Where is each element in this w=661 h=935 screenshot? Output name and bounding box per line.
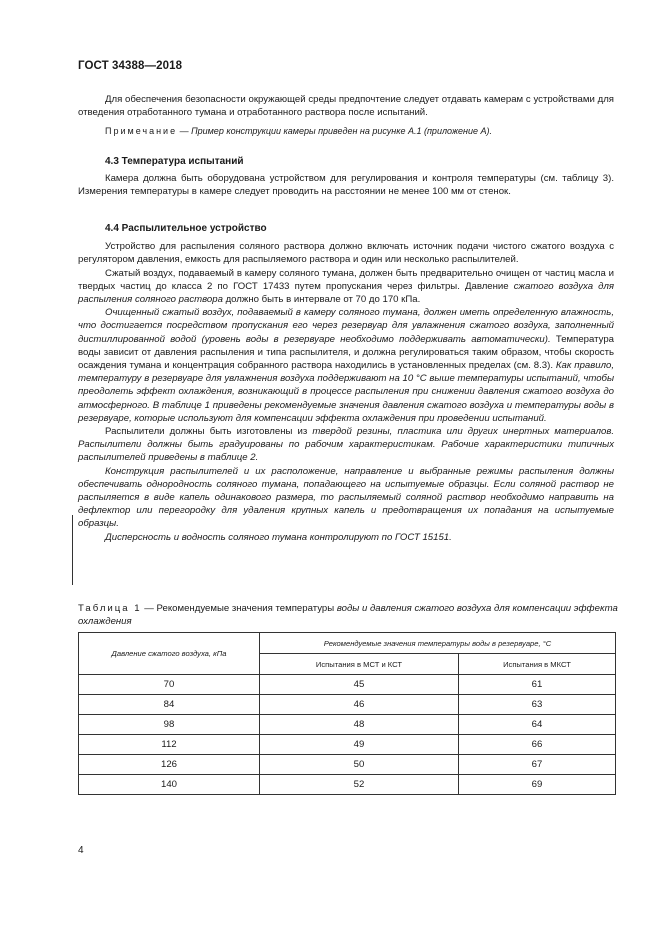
- cell-temp-mst: 46: [260, 695, 459, 715]
- table-row: [79, 675, 616, 695]
- cell-temp-mst: 48: [260, 715, 459, 735]
- col-header-pressure: Давление сжатого воздуха, кПа: [79, 633, 260, 675]
- col-header-group: Рекомендуемые значения температуры воды в резервуаре, °С: [260, 633, 616, 654]
- document-header: ГОСТ 34388—2018: [78, 60, 183, 72]
- cell-temp-mkst: 63: [458, 695, 615, 715]
- table-row: [79, 695, 616, 715]
- cell-temp-mkst: 61: [458, 675, 615, 695]
- section-4-4-p6: Дисперсность и водность соляного тумана контролируют по ГОСТ 15151.: [105, 531, 452, 543]
- section-4-3-title: 4.3 Температура испытаний: [105, 156, 244, 167]
- cell-pressure: 112: [79, 735, 260, 755]
- p4-part-b: твердой резины, пластика или других инертных материалов. Распылители должны быть градуированы по рабочим характеристикам. Рабочие характеристики типичных распылителей приведены в таблице 2.: [78, 426, 614, 464]
- paragraph-environment: Для обеспечения безопасности окружающей среды предпочтение следует отдавать камерам с устройствами для отведения отработанного тумана и отработанного раствора после испытаний.: [78, 94, 614, 119]
- cell-pressure: 84: [79, 695, 260, 715]
- note-text: Пример конструкции камеры приведен на рисунке А.1 (приложение А).: [191, 126, 492, 137]
- section-4-4-p3: [78, 306, 614, 425]
- section-4-4: [78, 222, 614, 544]
- p3-part-b: Температура воды зависит от давления распыления и типа распылителя, и должна регулироваться таким образом, чтобы скорость осаждения тумана и концентрация собранного раствора находились в установленных пределах (см. 8.3).: [78, 333, 614, 372]
- text-block-top: [78, 93, 614, 139]
- cell-temp-mst: 45: [260, 675, 459, 695]
- p3-part-c: Как правило, температуру в резервуаре для увлажнения воздуха поддерживают на 10 °С выше температуры испытаний, чтобы преодолеть эффект охлаждения, возникающий в процессе распыления при снижении давления сжатого воздуха до атмосферного. В таблице 1 приведены рекомендуемые значения давления сжатого воздуха и температуры воды в резервуаре, которые используют для компенсации эффекта охлаждения при проведении испытаний.: [78, 360, 615, 424]
- table-row: [79, 775, 616, 795]
- cell-temp-mst: 50: [260, 755, 459, 775]
- cell-pressure: 140: [79, 775, 260, 795]
- section-4-4-p1: Устройство для распыления соляного раствора должно включать источник подачи чистого сжатого воздуха с регулятором давления, емкость для распыляемого раствора и один или несколько распылителей.: [78, 241, 614, 266]
- p2-part-b: сжатого воздуха для распыления соляного раствора: [78, 280, 614, 306]
- cell-temp-mst: 49: [260, 735, 459, 755]
- cell-temp-mkst: 66: [458, 735, 615, 755]
- section-4-4-p2: [78, 267, 614, 307]
- section-4-3: [78, 155, 614, 199]
- note: [78, 125, 614, 138]
- p4-part-a: Распылители должны быть изготовлены из: [105, 426, 313, 438]
- table-1: [78, 632, 616, 795]
- cell-pressure: 70: [79, 675, 260, 695]
- table-caption-italic: воды и давления сжатого воздуха для компенсации эффекта охлаждения: [78, 603, 618, 627]
- table-caption-label: Таблица 1: [78, 603, 142, 614]
- note-dash: —: [177, 126, 192, 137]
- table-row: [79, 715, 616, 735]
- section-4-4-p5: Конструкция распылителей и их расположение, направление и выбранные режимы распыления должны обеспечивать однородность соляного тумана, попадающего на испытуемые образцы. Если соляной раствор не распыляется в виде капель одинакового размера, то распыляемый соляной раствор необходимо направить на дефлектор или перегородку для удаления крупных капель и предотвращения их попадания на испытуемые образцы.: [78, 465, 614, 530]
- section-4-3-text: Камера должна быть оборудована устройством для регулирования и контроля температуры (см. таблицу 3). Измерения температуры в камере следует проводить на расстоянии не менее 100 мм от стенок.: [78, 173, 614, 198]
- note-label: Примечание: [105, 126, 178, 137]
- page-number: 4: [78, 845, 84, 856]
- table-row: [79, 755, 616, 775]
- col-header-mkst: Испытания в МКСТ: [458, 654, 615, 675]
- cell-temp-mst: 52: [260, 775, 459, 795]
- cell-pressure: 98: [79, 715, 260, 735]
- cell-pressure: 126: [79, 755, 260, 775]
- table-1-caption: [78, 603, 618, 628]
- table-caption-plain: — Рекомендуемые значения температуры: [141, 603, 337, 614]
- table-row: [79, 735, 616, 755]
- change-bar: [72, 515, 73, 585]
- p2-part-c: должно быть в интервале от 70 до 170 кПа.: [222, 294, 421, 306]
- section-4-4-p4: [78, 425, 614, 465]
- cell-temp-mkst: 67: [458, 755, 615, 775]
- col-header-mst-kst: Испытания в МСТ и КСТ: [260, 654, 459, 675]
- p3-part-a: Очищенный сжатый воздух, подаваемый в камеру соляного тумана, должен иметь определенную влажность, что достигается посредством пропускания его через резервуар для увлажнения сжатого воздуха, заполненный дистиллированной водой (уровень воды в резервуаре необходимо поддерживать автоматически).: [78, 307, 614, 345]
- cell-temp-mkst: 64: [458, 715, 615, 735]
- section-4-4-title: 4.4 Распылительное устройство: [105, 223, 267, 234]
- p2-part-a: Сжатый воздух, подаваемый в камеру соляного тумана, должен быть предварительно очищен от частиц масла и твердых частиц до класса 2 по ГОСТ 17433 путем пропускания через фильтры. Давление: [78, 267, 614, 292]
- cell-temp-mkst: 69: [458, 775, 615, 795]
